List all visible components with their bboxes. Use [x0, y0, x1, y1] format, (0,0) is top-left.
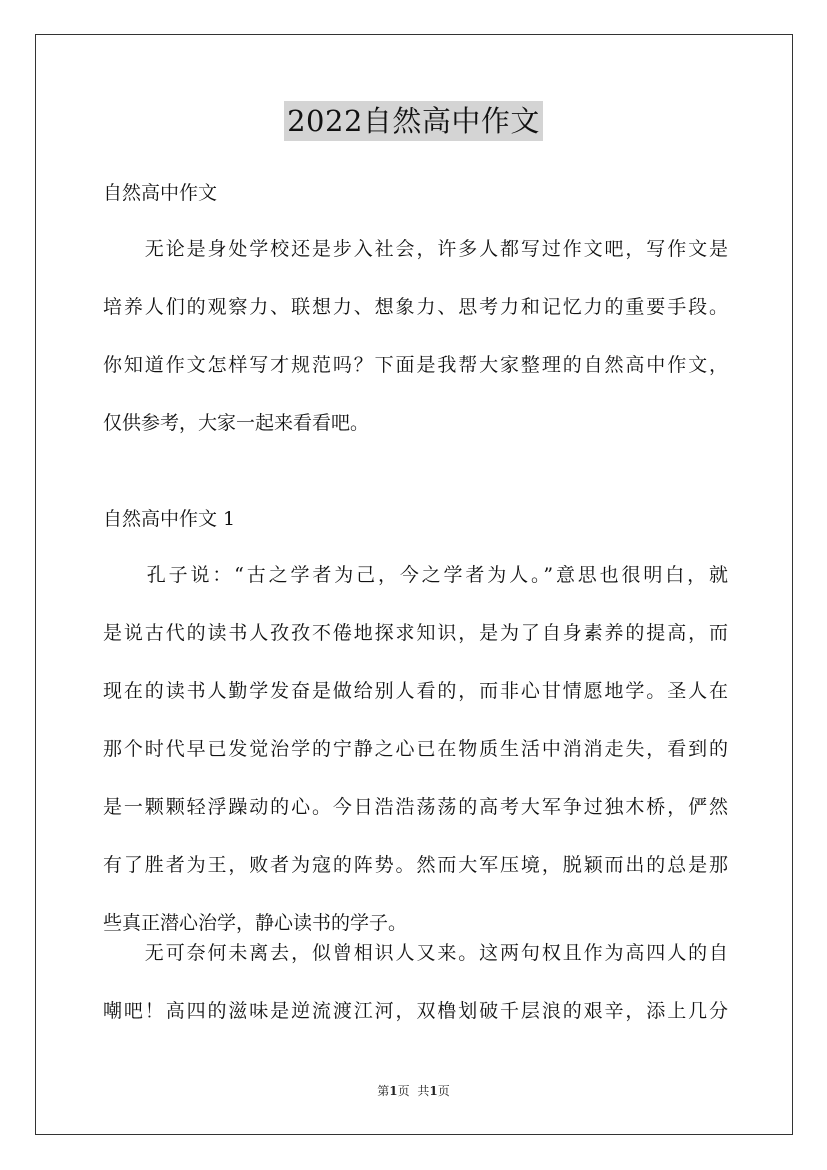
text-line: 是一颗颗轻浮躁动的心。今日浩浩荡荡的高考大军争过独木桥，俨然	[103, 796, 728, 818]
essay1-paragraph-2	[103, 924, 728, 1040]
text-line: 现在的读书人勤学发奋是做给别人看的，而非心甘情愿地学。圣人在	[103, 680, 728, 702]
document-title: 2022自然高中作文	[284, 101, 543, 141]
essay1-heading: 自然高中作文 1	[103, 508, 236, 530]
page-number: 1	[389, 1084, 398, 1098]
text-line: 嘲吧！高四的滋味是逆流渡江河，双橹划破千层浪的艰辛，添上几分	[103, 1000, 728, 1022]
total-label-suffix: 页	[437, 1084, 450, 1098]
title-container	[0, 101, 827, 141]
total-label-prefix: 共	[417, 1084, 430, 1098]
text-line: 是说古代的读书人孜孜不倦地探求知识，是为了自身素养的提高，而	[103, 622, 728, 644]
text-line: 你知道作文怎样写才规范吗？下面是我帮大家整理的自然高中作文，	[103, 354, 728, 376]
intro-heading: 自然高中作文	[103, 182, 218, 204]
text-line: 无可奈何未离去，似曾相识人又来。这两句权且作为高四人的自	[103, 942, 728, 964]
text-line: 些真正潜心治学，静心读书的学子。	[103, 912, 408, 934]
text-line: 那个时代早已发觉治学的宁静之心已在物质生活中消消走失，看到的	[103, 738, 728, 760]
text-line: 有了胜者为王，败者为寇的阵势。然而大军压境，脱颖而出的总是那	[103, 854, 728, 876]
essay1-paragraph-1	[103, 546, 728, 952]
page-label-prefix: 第	[377, 1084, 390, 1098]
text-line: 无论是身处学校还是步入社会，许多人都写过作文吧，写作文是	[103, 238, 728, 260]
page-footer	[0, 1083, 827, 1099]
text-line: 培养人们的观察力、联想力、想象力、思考力和记忆力的重要手段。	[103, 296, 728, 318]
total-pages: 1	[429, 1084, 438, 1098]
text-line: 仅供参考，大家一起来看看吧。	[103, 412, 370, 434]
text-line: 孔子说：“古之学者为己，今之学者为人。”意思也很明白，就	[103, 564, 728, 586]
page-label-suffix: 页	[397, 1084, 410, 1098]
intro-paragraph	[103, 220, 728, 452]
